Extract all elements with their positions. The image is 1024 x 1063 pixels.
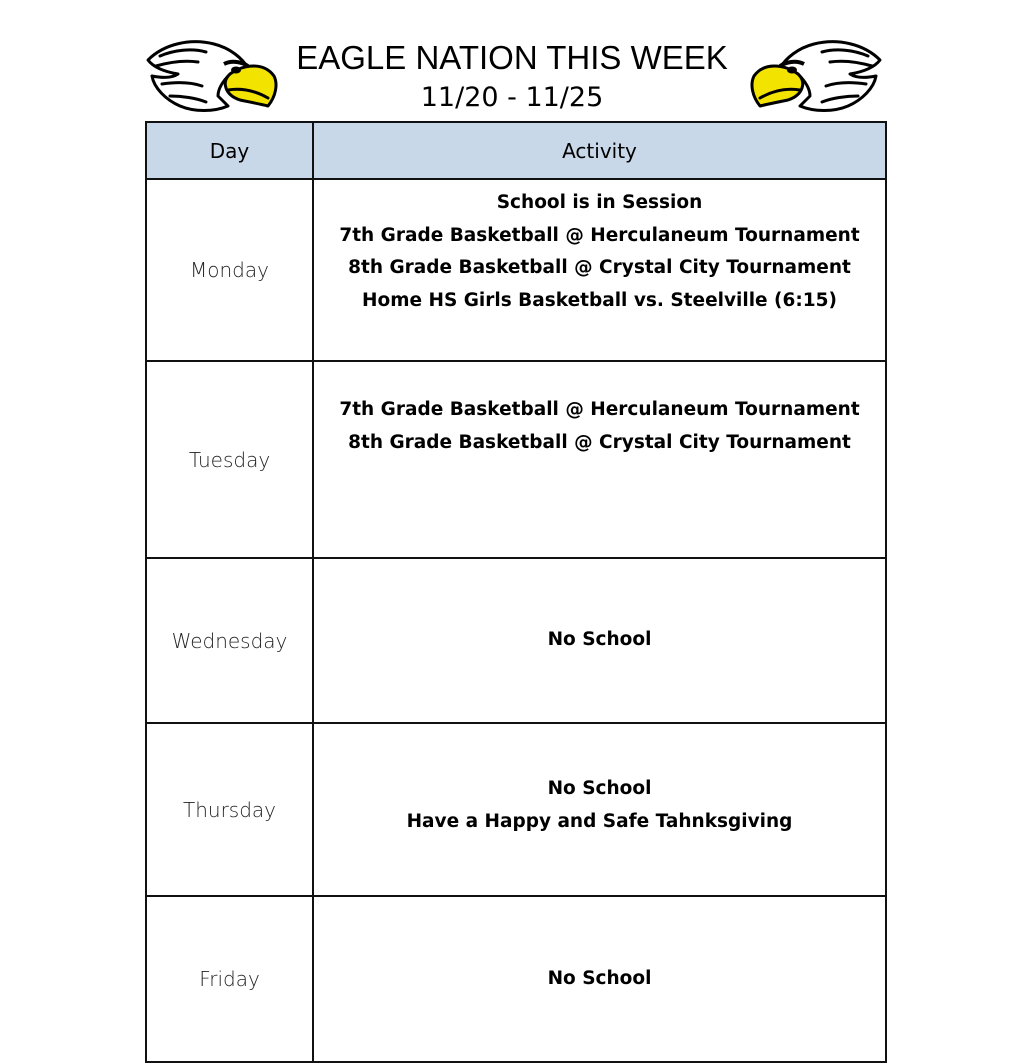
table-row <box>146 179 886 361</box>
activity-line: No School <box>547 778 652 799</box>
day-cell: Wednesday <box>146 558 313 723</box>
activity-line: 8th Grade Basketball @ Crystal City Tournament <box>348 431 851 453</box>
date-range: 11/20 - 11/25 <box>420 82 604 113</box>
activity-line: School is in Session <box>496 192 703 213</box>
activity-line: Home HS Girls Basketball vs. Steelville (6:15) <box>362 289 837 311</box>
table-header-row <box>146 122 886 179</box>
activity-line: Have a Happy and Safe Tahnksgiving <box>406 810 793 832</box>
schedule-table <box>145 121 887 1063</box>
activity-line: 8th Grade Basketball @ Crystal City Tournament <box>348 257 851 278</box>
activity-line: No School <box>547 629 652 651</box>
table-row <box>146 361 886 558</box>
activity-cell <box>313 723 886 896</box>
activity-cell <box>313 179 886 361</box>
day-cell: Monday <box>146 179 313 361</box>
table-row <box>146 723 886 896</box>
page-title: EAGLE NATION THIS WEEK <box>296 39 728 76</box>
day-cell: Thursday <box>146 723 313 896</box>
activity-cell <box>313 558 886 723</box>
activity-line: No School <box>547 967 652 989</box>
table-row <box>146 558 886 723</box>
activity-line: 7th Grade Basketball @ Herculaneum Tournament <box>339 399 860 420</box>
activity-cell <box>313 896 886 1062</box>
column-header-activity: Activity <box>313 122 886 179</box>
activity-line: 7th Grade Basketball @ Herculaneum Tournament <box>339 224 860 246</box>
day-cell: Tuesday <box>146 361 313 558</box>
column-header-day: Day <box>146 122 313 179</box>
day-cell: Friday <box>146 896 313 1062</box>
activity-cell <box>313 361 886 558</box>
table-row <box>146 896 886 1062</box>
